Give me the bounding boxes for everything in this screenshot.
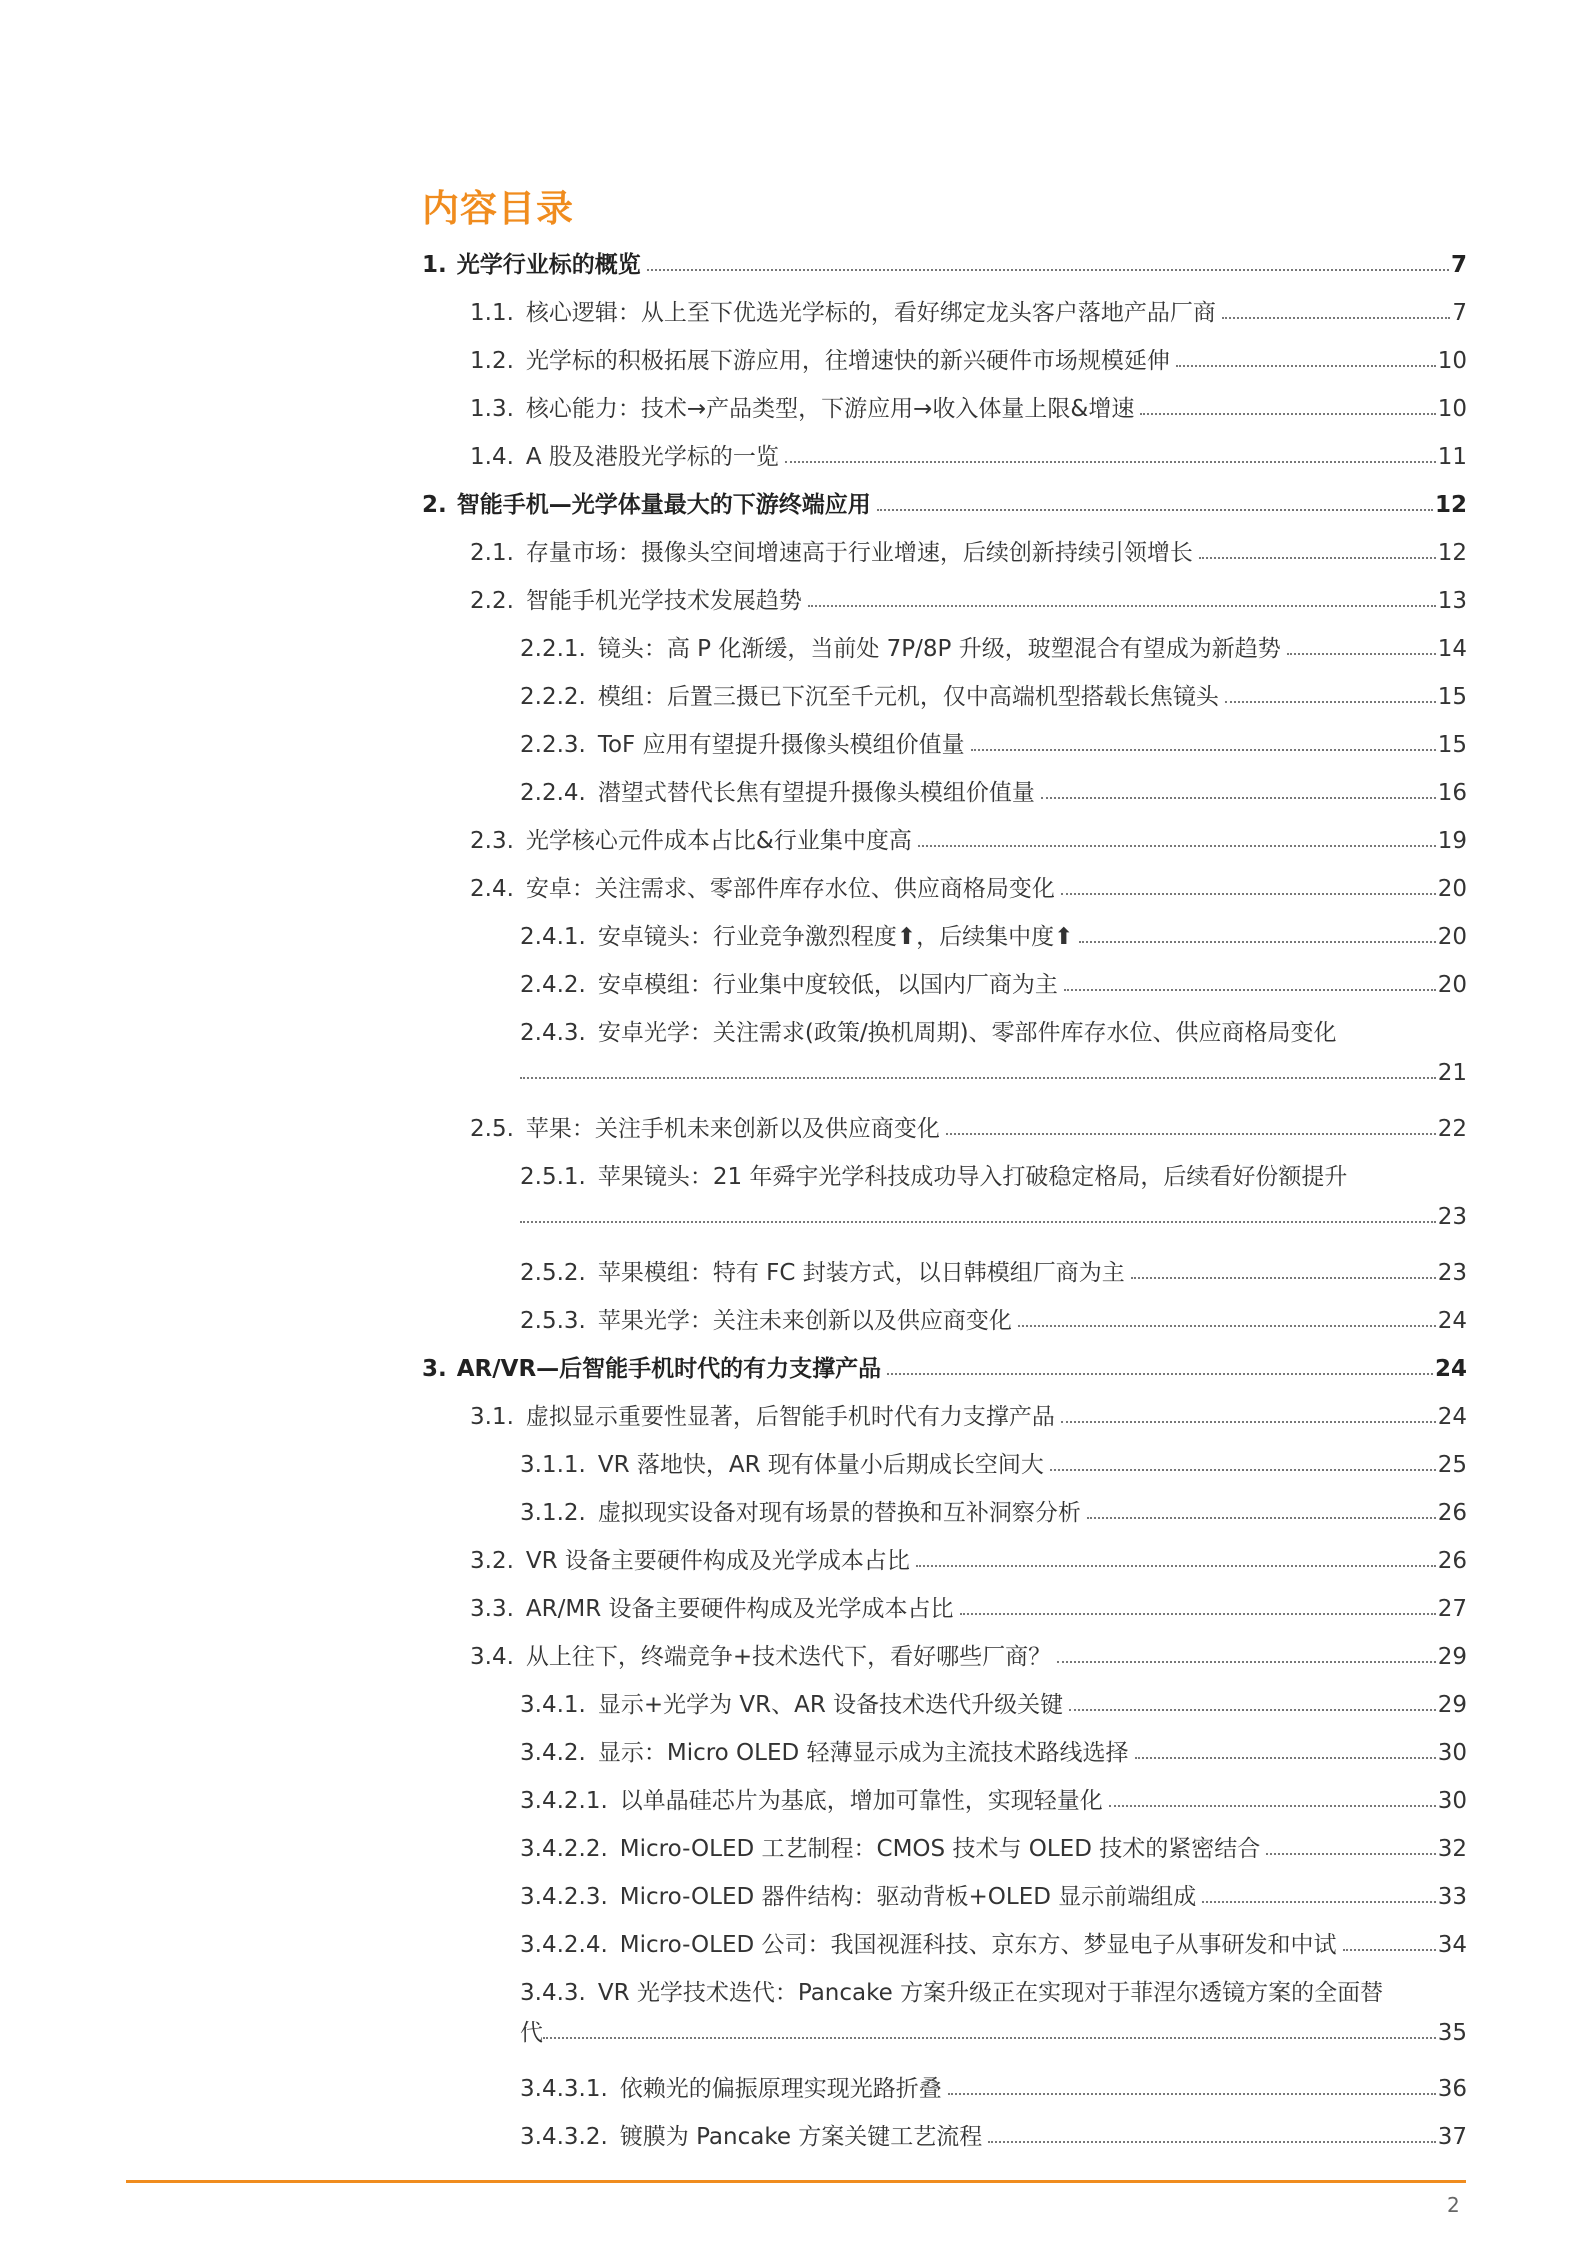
dot-leader: [1225, 701, 1436, 703]
toc-entry-text: 存量市场：摄像头空间增速高于行业增速，后续创新持续引领增长: [525, 540, 1193, 566]
toc-entry-text: 光学标的积极拓展下游应用，往增速快的新兴硬件市场规模延伸: [525, 348, 1170, 374]
dot-leader: [887, 1373, 1433, 1375]
toc-entry-text: 虚拟现实设备对现有场景的替换和互补洞察分析: [597, 1500, 1081, 1526]
toc-entry-number: 3.4.2.2.: [520, 1836, 608, 1862]
toc-entry-text: 安卓光学：关注需求(政策/换机周期)、零部件库存水位、供应商格局变化: [597, 1020, 1337, 1046]
toc-entry-number: 3.4.2.4.: [520, 1932, 608, 1958]
toc-entry-page: 27: [1437, 1596, 1467, 1622]
toc-entry-text: 安卓模组：行业集中度较低，以国内厂商为主: [597, 972, 1058, 998]
toc-entry[interactable]: [422, 1968, 1467, 2048]
toc-entry-page: 34: [1437, 1932, 1467, 1958]
footer-divider: [126, 2180, 1466, 2183]
toc-entry-page: 11: [1437, 444, 1467, 470]
dot-leader: [543, 2037, 1436, 2039]
toc-entry-text: Micro-OLED 工艺制程：CMOS 技术与 OLED 技术的紧密结合: [619, 1836, 1261, 1862]
toc-entry-number: 2.2.1.: [520, 636, 586, 662]
dot-leader: [785, 461, 1436, 463]
toc-entry-text: AR/VR—后智能手机时代的有力支撑产品: [456, 1356, 882, 1382]
toc-entry-page: 33: [1437, 1884, 1467, 1910]
toc-entry-number: 3.4.1.: [520, 1692, 586, 1718]
toc-entry-number: 3.1.: [470, 1404, 514, 1430]
toc-entry[interactable]: [422, 1632, 1467, 1672]
toc-entry-page: 36: [1437, 2076, 1467, 2102]
dot-leader: [918, 845, 1436, 847]
toc-entry-page: 10: [1437, 396, 1467, 422]
toc-entry-page: 16: [1437, 780, 1467, 806]
toc-entry[interactable]: [422, 624, 1467, 664]
toc-entry-number: 2.1.: [470, 540, 514, 566]
dot-leader: [988, 2141, 1435, 2143]
toc-entry-page: 35: [1437, 2020, 1467, 2046]
toc-entry-number: 1.4.: [470, 444, 514, 470]
toc-entry[interactable]: [422, 288, 1467, 328]
toc-entry-page: 24: [1437, 1404, 1467, 1430]
toc-entry-text: 苹果模组：特有 FC 封装方式，以日韩模组厂商为主: [597, 1260, 1125, 1286]
dot-leader: [971, 749, 1436, 751]
toc-entry-text: A 股及港股光学标的一览: [525, 444, 779, 470]
toc-entry-page: 24: [1434, 1356, 1467, 1382]
toc-entry-number: 2.2.: [470, 588, 514, 614]
dot-leader: [1135, 1757, 1436, 1759]
toc-entry-number: 3.4.3.2.: [520, 2124, 608, 2150]
dot-leader: [1069, 1709, 1436, 1711]
toc-entry[interactable]: [422, 864, 1467, 904]
toc-entry-page: 22: [1437, 1116, 1467, 1142]
toc-entry-page: 13: [1437, 588, 1467, 614]
dot-leader: [1057, 1661, 1436, 1663]
toc-entry-text: 苹果：关注手机未来创新以及供应商变化: [525, 1116, 940, 1142]
toc-entry-text: 虚拟显示重要性显著，后智能手机时代有力支撑产品: [525, 1404, 1055, 1430]
toc-entry[interactable]: [422, 1824, 1467, 1864]
toc-entry-page: 21: [1437, 1060, 1467, 1086]
toc-entry-page: 20: [1437, 876, 1467, 902]
toc-entry-text: VR 光学技术迭代：Pancake 方案升级正在实现对于菲涅尔透镜方案的全面替: [597, 1980, 1384, 2006]
toc-entry-number: 2.5.1.: [520, 1164, 586, 1190]
toc-entry-text: 依赖光的偏振原理实现光路折叠: [619, 2076, 942, 2102]
toc-entry[interactable]: [422, 1296, 1467, 1336]
toc-entry[interactable]: [422, 1680, 1467, 1720]
toc-entry-number: 1.2.: [470, 348, 514, 374]
toc-entry[interactable]: [422, 912, 1467, 952]
toc-entry-number: 2.2.4.: [520, 780, 586, 806]
toc-entry-page: 12: [1434, 492, 1467, 518]
toc-entry-page: 37: [1437, 2124, 1467, 2150]
toc-entry[interactable]: [422, 1344, 1467, 1384]
toc-entry-page: 12: [1437, 540, 1467, 566]
toc-entry-page: 23: [1437, 1260, 1467, 1286]
toc-entry-number: 3.4.3.: [520, 1980, 586, 2006]
toc-entry[interactable]: [422, 1248, 1467, 1288]
toc-entry-page: 7: [1450, 252, 1467, 278]
dot-leader: [948, 2093, 1436, 2095]
dot-leader: [647, 269, 1449, 271]
toc-entry[interactable]: [422, 432, 1467, 472]
toc-entry-text: 安卓：关注需求、零部件库存水位、供应商格局变化: [525, 876, 1055, 902]
toc-entry-text: 显示：Micro OLED 轻薄显示成为主流技术路线选择: [597, 1740, 1129, 1766]
toc-entry-number: 2.: [422, 492, 447, 518]
toc-entry[interactable]: [422, 816, 1467, 856]
toc-entry-page: 30: [1437, 1740, 1467, 1766]
toc-entry[interactable]: [422, 1536, 1467, 1576]
toc-entry[interactable]: [422, 240, 1467, 280]
dot-leader: [1199, 557, 1436, 559]
toc-entry-page: 15: [1437, 732, 1467, 758]
toc-entry-text: 智能手机光学技术发展趋势: [525, 588, 802, 614]
toc-entry[interactable]: [422, 1584, 1467, 1624]
toc-entry-page: 7: [1452, 300, 1467, 326]
dot-leader: [1266, 1853, 1435, 1855]
toc-entry-text: 镀膜为 Pancake 方案关键工艺流程: [619, 2124, 983, 2150]
toc-entry[interactable]: [422, 1728, 1467, 1768]
toc-entry-number: 1.3.: [470, 396, 514, 422]
dot-leader: [1222, 317, 1450, 319]
toc-entry[interactable]: [422, 1920, 1467, 1960]
toc-entry-page: 14: [1437, 636, 1467, 662]
toc-entry-text: VR 设备主要硬件构成及光学成本占比: [525, 1548, 910, 1574]
dot-leader: [916, 1565, 1436, 1567]
toc-entry-page: 24: [1437, 1308, 1467, 1334]
toc-entry-page: 25: [1437, 1452, 1467, 1478]
toc-entry-page: 19: [1437, 828, 1467, 854]
dot-leader: [1061, 893, 1436, 895]
toc-entry-number: 3.4.2.1.: [520, 1788, 608, 1814]
dot-leader: [1131, 1277, 1436, 1279]
toc-entry-number: 3.1.2.: [520, 1500, 586, 1526]
page-number: 2: [1447, 2193, 1460, 2217]
toc-entry-text: Micro-OLED 器件结构：驱动背板+OLED 显示前端组成: [619, 1884, 1197, 1910]
toc-entry-text: 模组：后置三摄已下沉至千元机，仅中高端机型搭载长焦镜头: [597, 684, 1219, 710]
toc-entry-text: 苹果镜头：21 年舜宇光学科技成功导入打破稳定格局，后续看好份额提升: [597, 1164, 1348, 1190]
toc-entry-number: 3.4.: [470, 1644, 514, 1670]
toc-entry[interactable]: [422, 768, 1467, 808]
toc-entry-text: Micro-OLED 公司：我国视涯科技、京东方、梦显电子从事研发和中试: [619, 1932, 1337, 1958]
toc-entry[interactable]: [422, 1104, 1467, 1144]
toc-entry[interactable]: [422, 1392, 1467, 1432]
toc-entry[interactable]: [422, 960, 1467, 1000]
toc-entry-page: 26: [1437, 1500, 1467, 1526]
toc-entry-text: 光学核心元件成本占比&行业集中度高: [525, 828, 912, 854]
toc-entry-number: 2.4.3.: [520, 1020, 586, 1046]
toc-entry[interactable]: [422, 576, 1467, 616]
toc-entry[interactable]: [422, 1488, 1467, 1528]
dot-leader: [1041, 797, 1436, 799]
toc-entry-number: 1.1.: [470, 300, 514, 326]
toc-entry-text: 镜头：高 P 化渐缓，当前处 7P/8P 升级，玻塑混合有望成为新趋势: [597, 636, 1281, 662]
toc-entry-page: 20: [1437, 924, 1467, 950]
dot-leader: [1050, 1469, 1436, 1471]
toc-entry-text: 以单晶硅芯片为基底，增加可靠性，实现轻量化: [619, 1788, 1103, 1814]
toc-entry-number: 2.2.2.: [520, 684, 586, 710]
toc-entry-page: 10: [1437, 348, 1467, 374]
toc-entry[interactable]: [422, 384, 1467, 424]
dot-leader: [946, 1133, 1436, 1135]
toc-entry-text: 苹果光学：关注未来创新以及供应商变化: [597, 1308, 1012, 1334]
toc-entry[interactable]: [422, 480, 1467, 520]
toc-entry-text: 光学行业标的概览: [456, 252, 641, 278]
toc-entry-number: 2.3.: [470, 828, 514, 854]
dot-leader: [1079, 941, 1435, 943]
toc-entry[interactable]: [422, 720, 1467, 760]
dot-leader: [1087, 1517, 1436, 1519]
dot-leader: [1109, 1805, 1436, 1807]
dot-leader: [1287, 653, 1436, 655]
toc-entry[interactable]: [422, 2112, 1467, 2152]
toc-entry-page: 26: [1437, 1548, 1467, 1574]
dot-leader: [960, 1613, 1436, 1615]
toc-entry-text: 核心能力：技术→产品类型，下游应用→收入体量上限&增速: [525, 396, 1135, 422]
dot-leader: [1140, 413, 1435, 415]
toc-entry[interactable]: [422, 1440, 1467, 1480]
toc-entry-number: 3.3.: [470, 1596, 514, 1622]
toc-entry-text: AR/MR 设备主要硬件构成及光学成本占比: [525, 1596, 954, 1622]
toc-entry-number: 2.5.3.: [520, 1308, 586, 1334]
dot-leader: [1202, 1901, 1435, 1903]
toc-entry-number: 3.2.: [470, 1548, 514, 1574]
toc-entry-number: 1.: [422, 252, 447, 278]
dot-leader: [520, 1077, 1436, 1079]
toc-entry-number: 2.5.: [470, 1116, 514, 1142]
toc-entry-page: 15: [1437, 684, 1467, 710]
toc-entry-number: 2.5.2.: [520, 1260, 586, 1286]
toc-title: 内容目录: [422, 187, 574, 230]
toc-entry-text: 显示+光学为 VR、AR 设备技术迭代升级关键: [597, 1692, 1064, 1718]
toc-entry-text-continued: 代: [520, 2020, 543, 2046]
dot-leader: [1018, 1325, 1436, 1327]
dot-leader: [520, 1221, 1436, 1223]
toc-entry-number: 2.4.2.: [520, 972, 586, 998]
toc-entry-text: 核心逻辑：从上至下优选光学标的，看好绑定龙头客户落地产品厂商: [525, 300, 1216, 326]
toc-entry-number: 3.4.3.1.: [520, 2076, 608, 2102]
toc-entry[interactable]: [422, 672, 1467, 712]
toc-entry-text: 从上往下，终端竞争+技术迭代下，看好哪些厂商？: [525, 1644, 1052, 1670]
toc-entry-number: 3.4.2.: [520, 1740, 586, 1766]
toc-entry[interactable]: [422, 528, 1467, 568]
toc-entry-text: 智能手机—光学体量最大的下游终端应用: [456, 492, 871, 518]
toc-entry-number: 2.2.3.: [520, 732, 586, 758]
toc-entry-page: 23: [1437, 1204, 1467, 1230]
toc-entry-number: 3.: [422, 1356, 447, 1382]
toc-entry-page: 32: [1437, 1836, 1467, 1862]
toc-entry-page: 29: [1437, 1644, 1467, 1670]
dot-leader: [1064, 989, 1436, 991]
dot-leader: [1176, 365, 1436, 367]
dot-leader: [877, 509, 1433, 511]
toc-entry[interactable]: [422, 2064, 1467, 2104]
toc-entry-number: 2.4.1.: [520, 924, 586, 950]
dot-leader: [1061, 1421, 1436, 1423]
toc-entry-text: 安卓镜头：行业竞争激烈程度⬆，后续集中度⬆: [597, 924, 1074, 950]
toc-entry[interactable]: [422, 1008, 1467, 1088]
toc-entry-page: 29: [1437, 1692, 1467, 1718]
toc-entry[interactable]: [422, 1872, 1467, 1912]
toc-entry-page: 20: [1437, 972, 1467, 998]
dot-leader: [1343, 1949, 1436, 1951]
toc-entry-text: ToF 应用有望提升摄像头模组价值量: [597, 732, 965, 758]
toc-entry-text: VR 落地快，AR 现有体量小后期成长空间大: [597, 1452, 1044, 1478]
toc-entry[interactable]: [422, 1776, 1467, 1816]
toc-entry-text: 潜望式替代长焦有望提升摄像头模组价值量: [597, 780, 1035, 806]
toc-entry-page: 30: [1437, 1788, 1467, 1814]
toc-entry-number: 3.1.1.: [520, 1452, 586, 1478]
toc-entry-number: 2.4.: [470, 876, 514, 902]
toc-entry[interactable]: [422, 1152, 1467, 1232]
toc-entry-number: 3.4.2.3.: [520, 1884, 608, 1910]
dot-leader: [808, 605, 1436, 607]
toc-entry[interactable]: [422, 336, 1467, 376]
